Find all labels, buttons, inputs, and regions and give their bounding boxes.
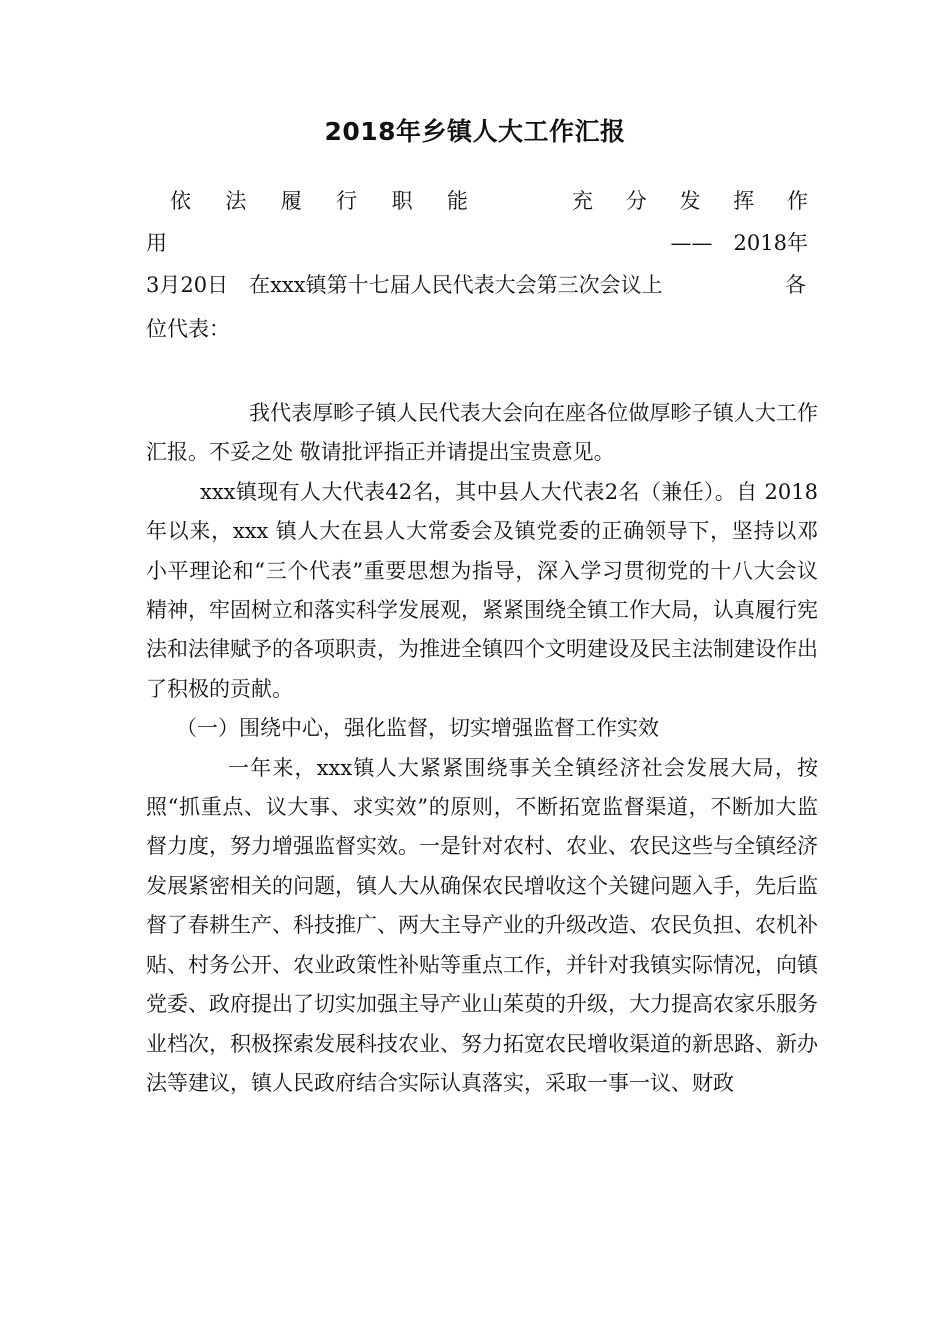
subtitle-right <box>572 186 808 216</box>
subtitle-char: 作 <box>787 189 808 213</box>
salutation-start: 各 <box>785 273 806 297</box>
section-heading: （一）围绕中心，强化监督，切实增强监督工作实效 <box>176 716 659 741</box>
subtitle-char: 能 <box>446 189 468 213</box>
subtitle-char: 分 <box>625 189 647 213</box>
subtitle-char: 发 <box>679 189 701 213</box>
subtitle-line2-right: —— 2018年 <box>670 231 808 255</box>
salutation-end: 位代表： <box>146 317 230 341</box>
subtitle-char: 履 <box>280 189 302 213</box>
subtitle-char: 职 <box>391 189 413 213</box>
body-text <box>146 394 818 1103</box>
subtitle-left <box>170 186 468 216</box>
subtitle-char: 依 <box>170 189 191 213</box>
subtitle-char: 充 <box>572 189 593 213</box>
meeting-info: 3月20日 在xxx镇第十七届人民代表大会第三次会议上 <box>146 273 663 297</box>
paragraph-supervision: 一年来，xxx镇人大紧紧围绕事关全镇经济社会发展大局，按照“抓重点、议大事、求实效”的原则，不断拓宽监督渠道，不断加大监督力度，努力增强监督实效。一是针对农村、农业、农民这些与全镇经济发展紧密相关的问题，镇人大从确保农民增收这个关键问题入手，先后监督了春耕生产、科技推广、两大主导产业的升级改造、农民负担、农机补贴、村务公开、农业政策性补贴等重点工作，并针对我镇实际情况，向镇党委、政府提出了切实加强主导产业山茱萸的升级，大力提高农家乐服务业档次，积极探索发展科技农业、努力拓宽农民增收渠道的新思路、新办法等建议，镇人民政府结合实际认真落实，采取一事一议、财政 <box>146 755 818 1095</box>
subtitle-line2-left: 用 <box>146 231 167 255</box>
paragraph-overview: xxx镇现有人大代表42名，其中县人大代表2名（兼任）。自 2018 年以来，xxx 镇人大在县人大常委会及镇党委的正确领导下，坚持以邓小平理论和“三个代表”重要思想为指导，深入学习贯彻党的十八大会议精神，牢固树立和落实科学发展观，紧紧围绕全镇工作大局，认真履行宪法和法律赋予的各项职责，为推进全镇四个文明建设及民主法制建设作出了积极的贡献。 <box>146 479 818 701</box>
document-title: 2018年乡镇人大工作汇报 <box>324 117 626 146</box>
paragraph-intro: 我代表厚畛子镇人民代表大会向在座各位做厚畛子镇人大工作汇报。不妥之处 敬请批评指正并请提出宝贵意见。 <box>146 401 818 465</box>
subtitle-char: 行 <box>336 189 358 213</box>
subtitle-char: 挥 <box>733 189 755 213</box>
subtitle-char: 法 <box>225 189 247 213</box>
